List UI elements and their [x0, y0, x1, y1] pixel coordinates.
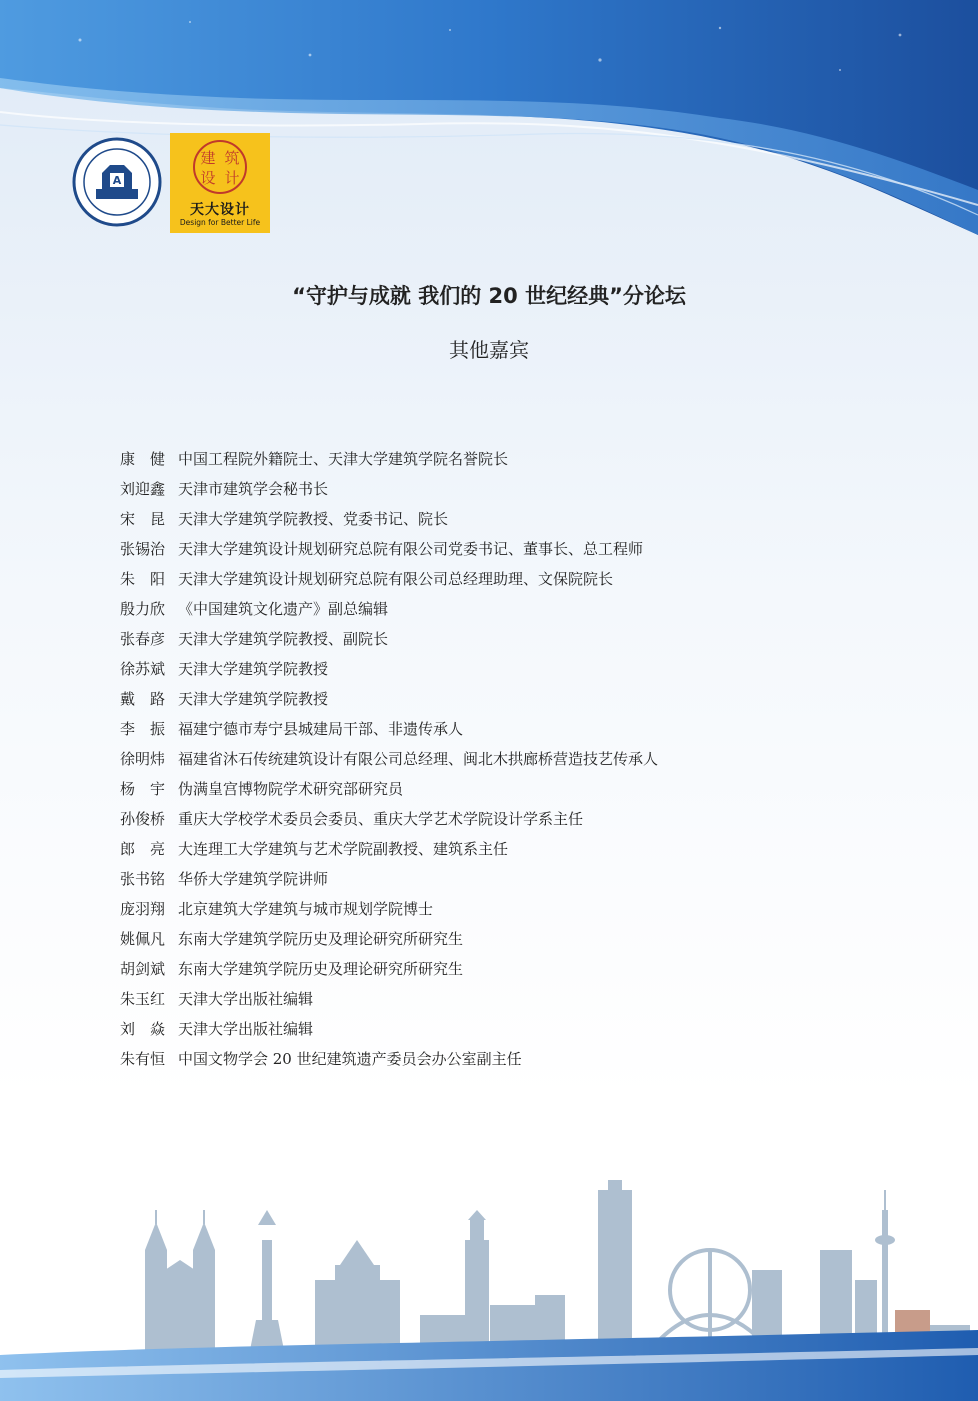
guest-role: 中国工程院外籍院士、天津大学建筑学院名誉院长	[178, 450, 509, 468]
guest-name: 郎 亮	[120, 840, 166, 858]
guest-name: 杨 宇	[120, 780, 166, 798]
guest-role: 天津大学建筑学院教授、副院长	[178, 630, 389, 648]
guest-role: 福建省沐石传统建筑设计有限公司总经理、闽北木拱廊桥营造技艺传承人	[178, 750, 659, 768]
guest-name: 朱玉红	[120, 990, 166, 1008]
guest-role: 伪满皇宫博物院学术研究部研究员	[178, 780, 404, 798]
seal-char-1: 建	[200, 149, 216, 167]
tianda-logo-cn: 天大设计	[190, 202, 250, 218]
tianda-design-logo	[170, 133, 270, 233]
seal-char-4: 计	[224, 169, 240, 187]
guest-name: 姚佩凡	[120, 930, 166, 948]
guest-name: 孙俊桥	[120, 810, 166, 828]
guest-name: 戴 路	[120, 690, 166, 708]
guest-name: 朱有恒	[120, 1050, 166, 1068]
guest-role: 东南大学建筑学院历史及理论研究所研究生	[178, 960, 464, 978]
guest-name: 徐明炜	[120, 750, 166, 768]
guest-row	[120, 654, 880, 684]
guest-row	[120, 534, 880, 564]
page-title: “守护与成就 我们的 20 世纪经典”分论坛	[292, 284, 686, 308]
guest-name: 胡剑斌	[120, 960, 166, 978]
guest-row	[120, 834, 880, 864]
seal-char-3: 设	[200, 169, 216, 187]
guest-role: 天津大学建筑学院教授、党委书记、院长	[178, 510, 449, 528]
guest-row	[120, 624, 880, 654]
guest-row	[120, 894, 880, 924]
guest-role: 中国文物学会 20 世纪建筑遗产委员会办公室副主任	[178, 1050, 522, 1068]
guest-list	[120, 444, 880, 1074]
guest-row	[120, 594, 880, 624]
guest-role: 大连理工大学建筑与艺术学院副教授、建筑系主任	[178, 840, 509, 858]
tianda-logo-en: Design for Better Life	[179, 218, 261, 227]
guest-role: 华侨大学建筑学院讲师	[178, 870, 329, 888]
guest-row	[120, 1014, 880, 1044]
page-subtitle: 其他嘉宾	[449, 338, 529, 362]
guest-role: 《中国建筑文化遗产》副总编辑	[178, 600, 389, 618]
guest-name: 张春彦	[120, 630, 166, 648]
guest-name: 刘迎鑫	[120, 480, 166, 498]
guest-row	[120, 714, 880, 744]
guest-row	[120, 504, 880, 534]
guest-role: 天津大学建筑设计规划研究总院有限公司总经理助理、文保院院长	[178, 570, 614, 588]
guest-role: 天津大学建筑设计规划研究总院有限公司党委书记、董事长、总工程师	[178, 540, 644, 558]
guest-name: 徐苏斌	[120, 660, 166, 678]
guest-row	[120, 744, 880, 774]
guest-name: 宋 昆	[120, 510, 166, 528]
svg-text:A: A	[112, 174, 122, 187]
guest-row	[120, 774, 880, 804]
guest-name: 张锡治	[120, 540, 166, 558]
guest-role: 天津大学建筑学院教授	[178, 660, 329, 678]
guest-name: 朱 阳	[120, 570, 166, 588]
guest-role: 天津大学建筑学院教授	[178, 690, 329, 708]
guest-name: 张书铭	[120, 870, 166, 888]
guest-role: 东南大学建筑学院历史及理论研究所研究生	[178, 930, 464, 948]
guest-row	[120, 1044, 880, 1074]
guest-role: 福建宁德市寿宁县城建局干部、非遗传承人	[178, 720, 464, 738]
guest-role: 天津市建筑学会秘书长	[178, 480, 329, 498]
seal-char-2: 筑	[224, 149, 240, 167]
guest-role: 天津大学出版社编辑	[178, 990, 314, 1008]
logo-group	[72, 133, 282, 233]
guest-name: 康 健	[120, 450, 166, 468]
guest-role: 重庆大学校学术委员会委员、重庆大学艺术学院设计学系主任	[178, 810, 584, 828]
guest-row	[120, 444, 880, 474]
guest-row	[120, 984, 880, 1014]
guest-name: 刘 焱	[120, 1020, 166, 1038]
guest-row	[120, 474, 880, 504]
guest-name: 李 振	[120, 720, 166, 738]
guest-row	[120, 924, 880, 954]
guest-name: 庞羽翔	[120, 900, 166, 918]
seal-stamp-icon	[170, 133, 270, 199]
guest-row	[120, 954, 880, 984]
guest-role: 北京建筑大学建筑与城市规划学院博士	[178, 900, 434, 918]
guest-row	[120, 864, 880, 894]
guest-row	[120, 804, 880, 834]
guest-row	[120, 564, 880, 594]
university-seal-logo	[72, 137, 162, 227]
guest-name: 殷力欣	[120, 600, 166, 618]
city-skyline-illustration	[0, 1180, 978, 1401]
guest-role: 天津大学出版社编辑	[178, 1020, 314, 1038]
guest-row	[120, 684, 880, 714]
